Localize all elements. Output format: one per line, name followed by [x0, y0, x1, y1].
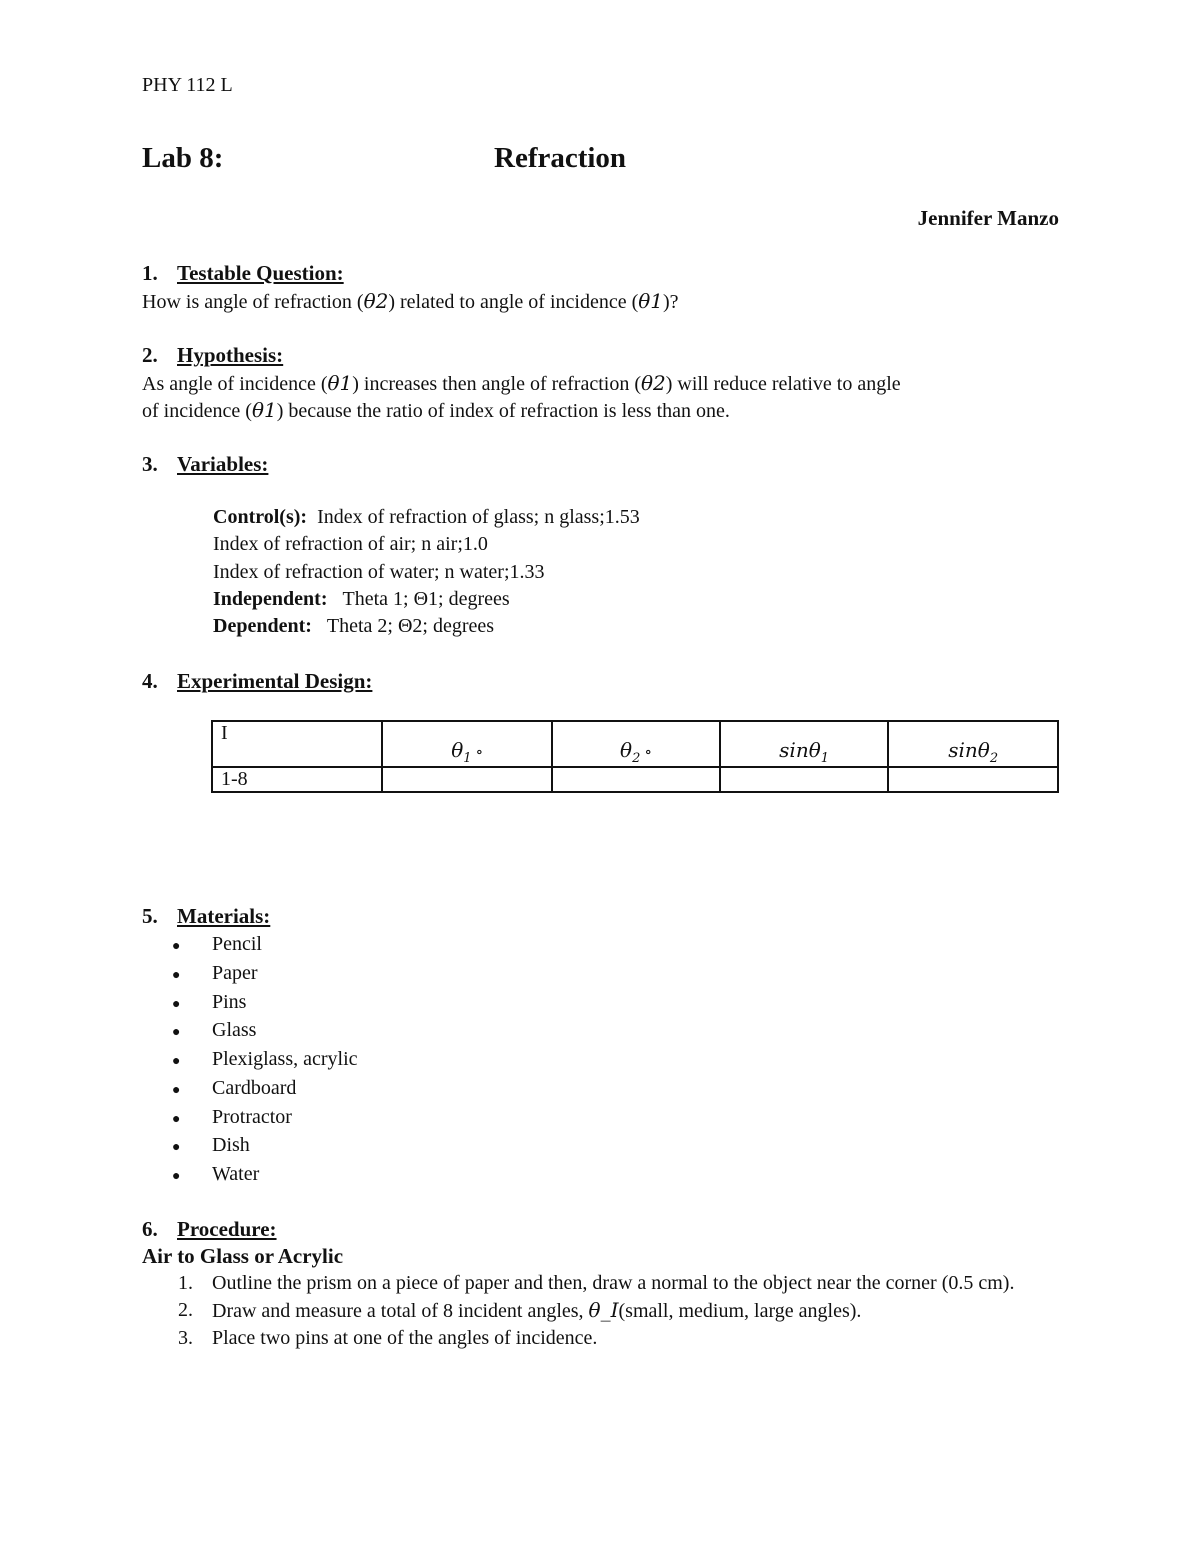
procedure-steps [172, 1270, 1032, 1352]
header-theta2 [561, 722, 710, 766]
table-header-cell [552, 721, 719, 767]
math-theta2: θ2 [363, 289, 389, 313]
testable-question-text [142, 289, 679, 314]
degree-symbol: ∘ [475, 742, 484, 761]
header-theta1-sub: 1 [463, 751, 472, 766]
text-run: As angle of incidence ( [142, 373, 328, 395]
procedure-subheading: Air to Glass or Acrylic [142, 1244, 344, 1268]
material-label: Glass [212, 1019, 257, 1042]
section-label: Experimental Design: [177, 669, 373, 693]
step-text: Place two pins at one of the angles of incidence. [212, 1327, 598, 1349]
material-label: Cardboard [212, 1076, 297, 1099]
math-theta1: θ1 [327, 371, 353, 395]
table-cell-empty [382, 767, 552, 792]
header-sin-theta2-base: sinθ [948, 738, 990, 762]
list-item [172, 1131, 358, 1160]
course-code: PHY 112 L [142, 74, 233, 96]
materials-list [172, 930, 358, 1189]
step-number: 1. [178, 1272, 193, 1294]
bullet-icon: ● [172, 1111, 181, 1127]
text-run: )? [663, 291, 679, 313]
list-item [172, 930, 358, 959]
degree-symbol: ∘ [644, 742, 653, 761]
list-item [172, 959, 358, 988]
text-run: of incidence ( [142, 400, 252, 422]
table-cell-trial: 1-8 [212, 767, 382, 792]
section-heading-variables [142, 452, 268, 477]
table-header-cell [888, 721, 1058, 767]
independent-value: Theta 1; Θ1; degrees [342, 588, 510, 610]
bullet-icon: ● [172, 1054, 181, 1069]
header-sin-theta2 [897, 722, 1049, 766]
material-label: Dish [212, 1134, 250, 1157]
text-run: ) related to angle of incidence ( [388, 291, 639, 313]
text-run: How is angle of refraction ( [142, 291, 364, 313]
control-value: Index of refraction of glass; n glass;1.53 [317, 506, 640, 528]
header-theta1-base: θ [451, 738, 464, 762]
table-header-row [212, 721, 1058, 767]
dependent-variable-line [213, 615, 494, 638]
section-label: Materials: [177, 904, 271, 928]
hypothesis-line-2 [142, 398, 730, 423]
step-text: Draw and measure a total of 8 incident angles, [212, 1300, 589, 1322]
bullet-icon: ● [172, 1169, 181, 1184]
bullet-icon: ● [172, 967, 181, 983]
section-label: Procedure: [177, 1217, 277, 1241]
control-variable-air: Index of refraction of air; n air;1.0 [213, 533, 488, 555]
header-sin-theta1 [729, 722, 880, 766]
independent-variable-line [213, 588, 510, 611]
section-heading-hypothesis [142, 343, 283, 368]
material-label: Plexiglass, acrylic [212, 1048, 358, 1070]
independent-label: Independent: [213, 588, 328, 610]
section-number: 3. [142, 452, 158, 476]
list-item [172, 1074, 358, 1103]
header-theta2-base: θ [620, 738, 633, 762]
list-item [172, 1297, 1032, 1325]
dependent-value: Theta 2; Θ2; degrees [326, 615, 495, 637]
control-variable-water: Index of refraction of water; n water;1.33 [213, 561, 545, 583]
table-cell-empty [552, 767, 719, 792]
list-item [172, 1016, 358, 1045]
list-item [172, 1103, 358, 1132]
section-number: 2. [142, 343, 158, 367]
material-label: Paper [212, 961, 258, 984]
header-theta1 [391, 722, 543, 766]
section-heading-testable-question [142, 261, 344, 286]
header-sin-theta1-base: sinθ [779, 738, 821, 762]
lab-title: Refraction [494, 142, 627, 174]
section-number: 1. [142, 261, 158, 285]
section-heading-materials [142, 904, 270, 929]
math-theta-i: θ_I [588, 1298, 619, 1322]
bullet-icon: ● [172, 1025, 181, 1041]
section-label: Hypothesis: [177, 343, 284, 367]
header-trial: I [221, 722, 228, 744]
hypothesis-line-1 [142, 371, 901, 396]
section-heading-procedure [142, 1217, 277, 1242]
table-cell-empty [720, 767, 889, 792]
bullet-icon: ● [172, 939, 181, 954]
section-label: Variables: [177, 452, 269, 476]
text-run: ) because the ratio of index of refraction is less than one. [276, 400, 730, 422]
material-label: Pencil [212, 933, 262, 955]
list-item [172, 1270, 1032, 1297]
experimental-design-table [211, 720, 1059, 793]
section-label: Testable Question: [177, 261, 344, 285]
material-label: Water [212, 1163, 260, 1185]
author-name: Jennifer Manzo [917, 206, 1059, 230]
math-theta2: θ2 [641, 371, 666, 395]
table-row [212, 767, 1058, 792]
section-number: 5. [142, 904, 158, 928]
bullet-icon: ● [172, 996, 181, 1012]
list-item [172, 1325, 1032, 1352]
material-label: Protractor [212, 1105, 292, 1128]
step-number: 3. [178, 1327, 193, 1349]
text-run: ) will reduce relative to angle [665, 373, 901, 395]
dependent-label: Dependent: [213, 615, 312, 637]
list-item [172, 988, 358, 1017]
bullet-icon: ● [172, 1140, 181, 1156]
step-text: (small, medium, large angles). [618, 1300, 862, 1322]
list-item [172, 1160, 358, 1189]
table-header-cell [720, 721, 889, 767]
material-label: Pins [212, 990, 247, 1013]
bullet-icon: ● [172, 1082, 181, 1098]
header-sin-theta2-sub: 2 [989, 751, 999, 766]
math-theta1: θ1 [251, 398, 277, 422]
step-text: Outline the prism on a piece of paper and then, draw a normal to the object near the corner (0.5 cm). [212, 1272, 1015, 1294]
control-variables-line [213, 506, 640, 529]
header-sin-theta1-sub: 1 [820, 751, 830, 766]
table-cell-empty [888, 767, 1058, 792]
control-label: Control(s): [213, 506, 308, 528]
math-theta1: θ1 [638, 289, 663, 313]
header-theta2-sub: 2 [632, 751, 641, 766]
list-item [172, 1045, 358, 1074]
table-header-cell [382, 721, 552, 767]
lab-number: Lab 8: [142, 142, 224, 174]
text-run: ) increases then angle of refraction ( [352, 373, 641, 395]
section-heading-experimental-design [142, 669, 372, 694]
step-number: 2. [178, 1299, 193, 1321]
section-number: 6. [142, 1217, 158, 1241]
table-header-cell [212, 721, 382, 767]
section-number: 4. [142, 669, 158, 693]
